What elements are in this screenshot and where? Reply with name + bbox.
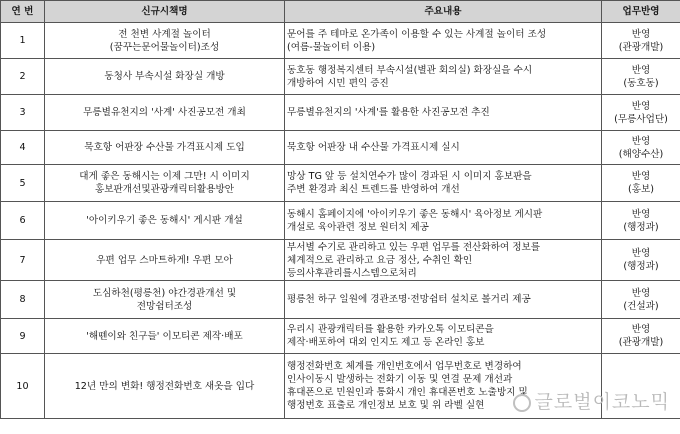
table-row xyxy=(1,165,680,202)
content-cell xyxy=(285,202,602,240)
status-line: 반영 xyxy=(631,100,651,112)
content-line: 행정전화번호 체계를 개인번호에서 업무번호로 변경하여 xyxy=(287,361,522,372)
policy-line: 전 천변 사계절 놀이터 xyxy=(118,28,211,40)
policy-name-cell xyxy=(45,354,285,419)
status-line: 반영 xyxy=(631,171,651,182)
header-policy: 신규시책명 xyxy=(45,1,285,23)
status-line: (동호동) xyxy=(623,77,659,89)
status-cell xyxy=(602,131,680,165)
row-number: 5 xyxy=(1,165,45,202)
policy-line: 동청사 부속시설 화장실 개방 xyxy=(104,71,225,82)
content-line: 제작·배포하여 대외 인지도 제고 등 온라인 홍보 xyxy=(287,337,485,348)
row-number: 3 xyxy=(1,95,45,131)
content-line: 체계적으로 관리하고 요금 정산, 수취인 확인 xyxy=(287,254,473,266)
header-content: 주요내용 xyxy=(285,1,602,23)
content-line: (여름-물놀이터 이용) xyxy=(287,41,376,53)
content-line: 평릉천 하구 일원에 경관조명·전망쉼터 설치로 볼거리 제공 xyxy=(287,294,531,305)
row-number: 2 xyxy=(1,59,45,95)
content-line: 주변 환경과 최신 트렌드를 반영하여 개선 xyxy=(287,184,460,195)
content-cell xyxy=(285,319,602,354)
status-line: (건설과) xyxy=(623,300,659,312)
policy-name-cell xyxy=(45,23,285,59)
policy-name-cell xyxy=(45,240,285,281)
status-cell xyxy=(602,23,680,59)
content-cell xyxy=(285,95,602,131)
row-number: 8 xyxy=(1,281,45,319)
row-number: 6 xyxy=(1,202,45,240)
content-line: 등의사후관리를시스템으로처리 xyxy=(287,267,417,279)
row-number: 7 xyxy=(1,240,45,281)
content-cell xyxy=(285,59,602,95)
content-line: 망상 TG 앞 등 설치연수가 많이 경과된 시 이미지 홍보판을 xyxy=(287,171,532,182)
status-line: (홍보) xyxy=(627,184,655,195)
policy-line: 홍보판개선및관광캐릭터활용방안 xyxy=(94,184,234,195)
status-cell xyxy=(602,95,680,131)
row-number: 4 xyxy=(1,131,45,165)
policy-name-cell xyxy=(45,165,285,202)
policy-line: 우편 업무 스마트하게! 우편 모아 xyxy=(96,254,233,266)
table-row xyxy=(1,23,680,59)
status-line: 반영 xyxy=(631,324,651,335)
content-line: 동호동 행정복지센터 부속시설(별관 회의실) 화장실을 수시 xyxy=(287,64,533,76)
policy-line: (꿈꾸는문어물놀이터)조성 xyxy=(109,41,220,53)
watermark-text: 글로벌이코노믹 xyxy=(534,391,670,413)
policy-line: '아이키우기 좋은 동해시' 게시판 개설 xyxy=(86,215,243,226)
status-line: 반영 xyxy=(631,208,651,220)
header-status: 업무반영 xyxy=(602,1,680,23)
content-line: 휴대폰으로 민원인과 통화시 개인 휴대폰번호 노출방지 및 xyxy=(287,387,528,398)
content-line: 우리시 관광캐릭터를 활용한 카카오톡 이모티콘을 xyxy=(287,324,494,335)
content-line: 부서별 수기로 관리하고 있는 우편 업무를 전산화하여 정보를 xyxy=(287,241,541,253)
content-cell xyxy=(285,23,602,59)
status-line: 반영 xyxy=(631,64,651,76)
content-cell xyxy=(285,131,602,165)
status-line: (행정과) xyxy=(623,261,659,272)
policy-name-cell xyxy=(45,131,285,165)
status-line: (해양수산) xyxy=(618,148,664,160)
row-number: 10 xyxy=(1,354,45,419)
content-cell xyxy=(285,281,602,319)
policy-line: 전망쉼터조성 xyxy=(136,300,193,312)
policy-line: 대게 좋은 동해시는 이제 그만! 시 이미지 xyxy=(79,171,250,182)
content-cell xyxy=(285,240,602,281)
policy-line: 무릉별유천지의 '사계' 사진공모전 개최 xyxy=(83,107,246,118)
table-header-row xyxy=(1,1,680,23)
policy-name-cell xyxy=(45,202,285,240)
policy-name-cell xyxy=(45,281,285,319)
status-line: 반영 xyxy=(631,135,651,147)
status-line: 반영 xyxy=(631,28,651,40)
policy-line: '해뗀이와 친구들' 이모티콘 제작·배포 xyxy=(86,330,243,342)
status-cell xyxy=(602,319,680,354)
content-line: 개방하여 시민 편익 증진 xyxy=(287,77,389,89)
status-cell xyxy=(602,59,680,95)
content-line: 개설로 육아관련 정보 원터치 제공 xyxy=(287,221,429,233)
status-cell xyxy=(602,240,680,281)
status-cell xyxy=(602,202,680,240)
watermark xyxy=(513,387,670,414)
header-no: 연 번 xyxy=(1,1,45,23)
content-line: 동해시 홈페이지에 '아이키우기 좋은 동해시' 육아정보 게시판 xyxy=(287,208,543,220)
status-cell xyxy=(602,281,680,319)
policy-line: 묵호항 어판장 수산물 가격표시제 도입 xyxy=(84,142,245,153)
content-line: 문어를 주 테마로 온가족이 이용할 수 있는 사계절 놀이터 조성 xyxy=(287,28,547,40)
content-line: 행정번호 표출로 개인정보 보호 및 위 라벨 실현 xyxy=(287,400,485,411)
policy-line: 12년 만의 변화! 행정전화번호 새옷을 입다 xyxy=(74,380,255,392)
content-cell xyxy=(285,165,602,202)
policy-line: 도심하천(평릉천) 야간경관개선 및 xyxy=(92,287,237,299)
policy-name-cell xyxy=(45,95,285,131)
table-row xyxy=(1,281,680,319)
status-line: (행정과) xyxy=(623,221,659,233)
table-row xyxy=(1,95,680,131)
status-line: 반영 xyxy=(631,248,651,259)
status-line: 반영 xyxy=(631,287,651,299)
watermark-logo-icon xyxy=(513,394,531,412)
status-cell xyxy=(602,165,680,202)
policy-name-cell xyxy=(45,59,285,95)
status-line: (무릉사업단) xyxy=(614,113,668,125)
table-row xyxy=(1,202,680,240)
table-row xyxy=(1,59,680,95)
table-row xyxy=(1,319,680,354)
row-number: 9 xyxy=(1,319,45,354)
status-line: (관광개발) xyxy=(618,41,664,53)
policy-name-cell xyxy=(45,319,285,354)
table-row xyxy=(1,131,680,165)
content-line: 무릉별유천지의 '사계'를 활용한 사진공모전 추진 xyxy=(287,107,490,118)
row-number: 1 xyxy=(1,23,45,59)
content-line: 묵호항 어판장 내 수산물 가격표시제 실시 xyxy=(287,142,460,153)
table-row xyxy=(1,240,680,281)
content-line: 인사이동시 발생하는 전화기 이동 및 연결 문제 개선과 xyxy=(287,374,513,385)
status-line: (관광개발) xyxy=(618,337,664,348)
